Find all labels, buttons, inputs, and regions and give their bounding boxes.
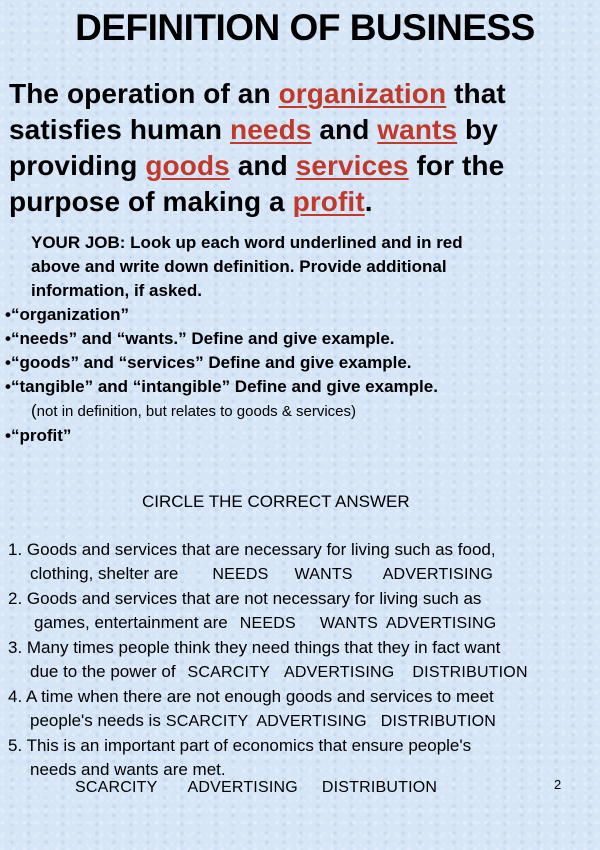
answer-option[interactable]: ADVERTISING bbox=[284, 664, 395, 681]
question-text: games, entertainment are bbox=[34, 613, 228, 632]
answer-option[interactable]: WANTS bbox=[294, 566, 353, 583]
question-4: 4. A time when there are not enough goods and services to meet bbox=[8, 687, 494, 706]
question-1: 1. Goods and services that are necessary for living such as food, bbox=[8, 540, 496, 559]
definition-text: purpose of making a bbox=[9, 186, 293, 217]
answer-option[interactable]: NEEDS bbox=[212, 566, 269, 583]
definition-text: and bbox=[311, 114, 378, 145]
job-line: above and write down definition. Provide additional bbox=[31, 257, 447, 276]
question-5: 5. This is an important part of economics that ensure people's bbox=[8, 736, 472, 755]
question-text: people's needs is bbox=[30, 711, 161, 730]
note-paren: ( bbox=[31, 401, 37, 420]
answer-option[interactable]: NEEDS bbox=[239, 615, 296, 632]
question-text: due to the power of bbox=[30, 662, 176, 681]
answer-option[interactable]: ADVERTISING bbox=[382, 566, 494, 583]
definition-text: for the bbox=[408, 150, 505, 181]
answer-option[interactable]: DISTRIBUTION bbox=[380, 713, 497, 730]
page-number: 2 bbox=[554, 777, 562, 792]
answer-option[interactable]: SCARCITY bbox=[187, 664, 271, 681]
definition-text: and bbox=[229, 150, 296, 181]
question-2: 2. Goods and services that are not necessary for living such as bbox=[8, 589, 482, 608]
answer-option[interactable]: ADVERTISING bbox=[386, 615, 497, 632]
question-5-options bbox=[75, 777, 437, 799]
bullet-list bbox=[5, 303, 595, 448]
bullet-tangible-intangible: •“tangible” and “intangible” Define and give example. bbox=[5, 377, 438, 396]
answer-option[interactable]: WANTS bbox=[319, 615, 379, 632]
circle-answer-heading: CIRCLE THE CORRECT ANSWER bbox=[142, 492, 410, 511]
question-3: 3. Many times people think they need things that they in fact want bbox=[8, 638, 501, 657]
definition-text: that bbox=[446, 78, 506, 109]
keyword-services: services bbox=[295, 150, 409, 181]
definition-text: satisfies human bbox=[9, 114, 231, 145]
bullet-organization: •“organization” bbox=[5, 305, 130, 324]
definition-line-3 bbox=[9, 148, 599, 184]
definition-line-1 bbox=[9, 76, 599, 112]
definition-text: . bbox=[364, 186, 373, 217]
answer-option[interactable]: DISTRIBUTION bbox=[321, 779, 438, 796]
definition-text: by bbox=[457, 114, 498, 145]
definition-text: providing bbox=[9, 150, 146, 181]
answer-option[interactable]: ADVERTISING bbox=[187, 779, 298, 796]
question-list bbox=[8, 538, 598, 782]
definition-line-4 bbox=[9, 184, 599, 220]
answer-option[interactable]: SCARCITY bbox=[165, 713, 249, 730]
keyword-organization: organization bbox=[278, 78, 447, 109]
question-2-cont bbox=[8, 611, 598, 636]
bullet-note bbox=[5, 399, 595, 424]
question-1-cont bbox=[8, 562, 598, 587]
answer-option[interactable]: DISTRIBUTION bbox=[412, 664, 528, 681]
answer-option[interactable]: SCARCITY bbox=[75, 779, 158, 796]
bullet-needs-wants: •“needs” and “wants.” Define and give example. bbox=[5, 329, 395, 348]
job-line: YOUR JOB: Look up each word underlined and in red bbox=[31, 233, 463, 252]
keyword-profit: profit bbox=[292, 186, 365, 217]
answer-option[interactable]: ADVERTISING bbox=[256, 713, 367, 730]
business-definition bbox=[9, 76, 599, 220]
bullet-goods-services: •“goods” and “services” Define and give example. bbox=[5, 353, 412, 372]
bullet-profit: •“profit” bbox=[5, 426, 72, 445]
job-instructions bbox=[31, 231, 591, 303]
keyword-wants: wants bbox=[377, 114, 458, 145]
keyword-needs: needs bbox=[230, 114, 312, 145]
question-3-cont bbox=[8, 660, 598, 685]
keyword-goods: goods bbox=[145, 150, 230, 181]
page-title: DEFINITION OF BUSINESS bbox=[75, 7, 535, 48]
question-4-cont bbox=[8, 709, 598, 734]
job-line: information, if asked. bbox=[31, 281, 202, 300]
note-text: not in definition, but relates to goods & services) bbox=[36, 403, 357, 420]
question-5-cont: needs and wants are met. bbox=[30, 760, 226, 779]
definition-text: The operation of an bbox=[9, 78, 279, 109]
definition-line-2 bbox=[9, 112, 599, 148]
question-text: clothing, shelter are bbox=[30, 564, 179, 583]
